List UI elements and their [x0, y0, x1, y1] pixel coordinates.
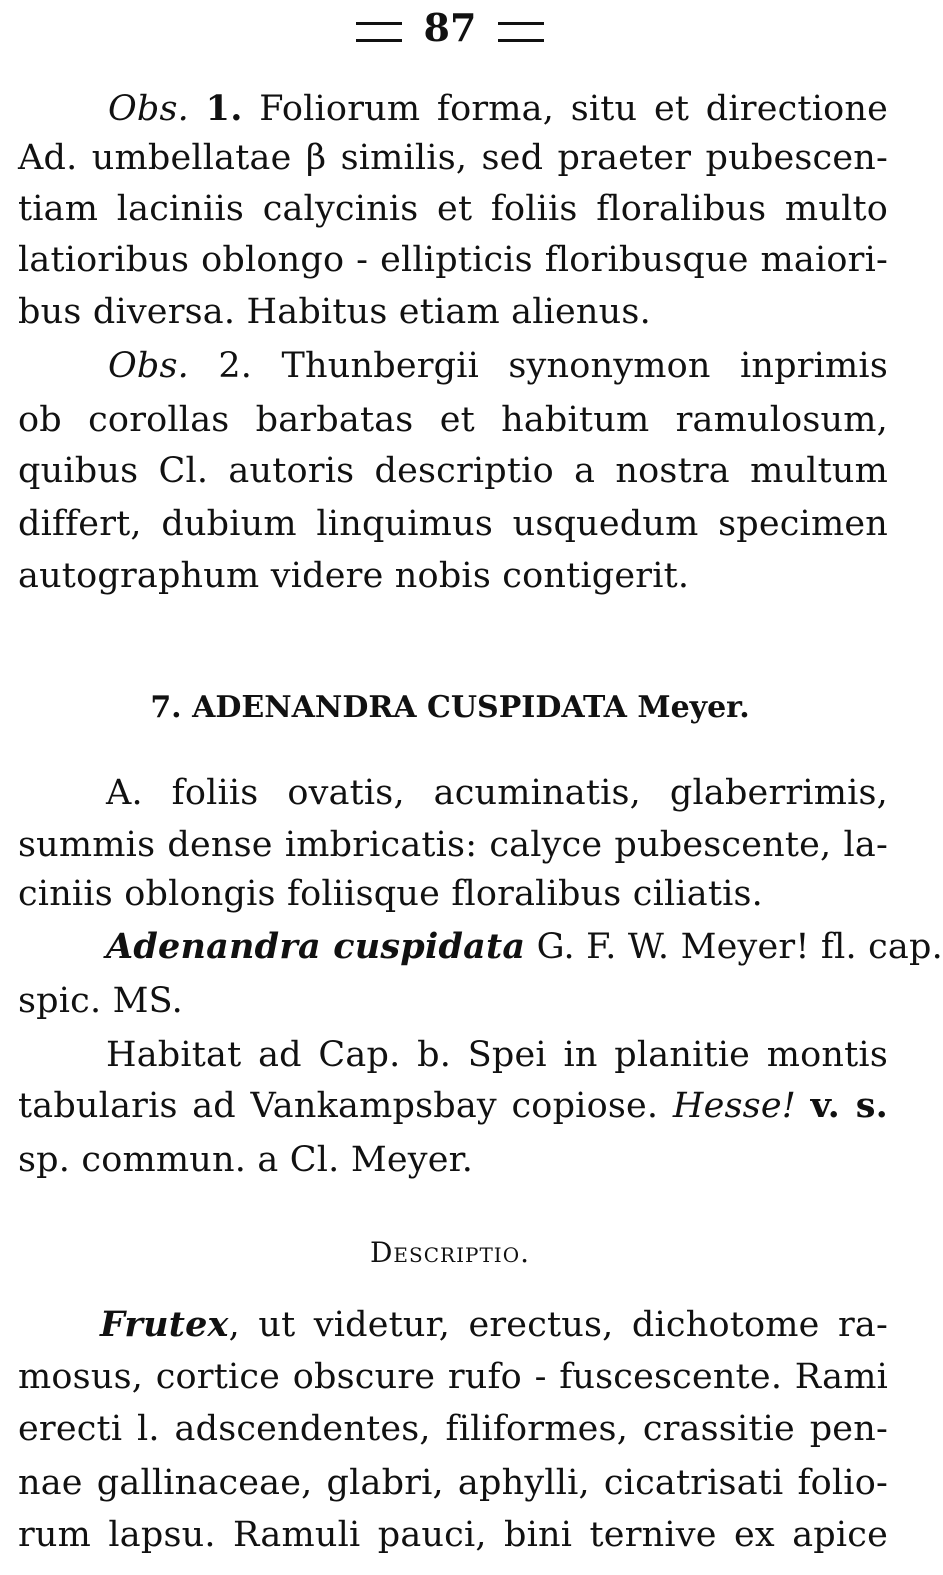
page-number: 87: [423, 5, 477, 50]
page-header: [0, 0, 900, 56]
synonym-authority: G. F. W. Meyer! fl. cap.: [536, 927, 943, 967]
diagnosis-line-2: summis dense imbricatis: calyce pubescente, la-: [18, 825, 888, 865]
obs1-line-2: Ad. umbellatae β similis, sed praeter pubescen-: [18, 138, 888, 178]
habitat-line-3: sp. commun. a Cl. Meyer.: [18, 1140, 474, 1180]
synonym-name: Adenandra cuspidata: [106, 926, 526, 967]
habitat-vidi: v. s.: [810, 1085, 889, 1126]
description-line-1: [18, 1298, 888, 1352]
description-first-word: Frutex: [100, 1304, 229, 1345]
obs2-text: Thunbergii synonymon inprimis: [281, 346, 888, 386]
obs2-line-2: ob corollas barbatas et habitum ramulosum,: [18, 400, 888, 440]
description-heading: Descriptio.: [369, 1236, 530, 1269]
habitat-locality: tabularis ad Vankampsbay copiose.: [18, 1086, 659, 1126]
description-line-3: erecti l. adscendentes, filiformes, crassitie pen-: [18, 1409, 888, 1449]
habitat-line-1: Habitat ad Cap. b. Spei in planitie montis: [106, 1035, 888, 1075]
synonym-line-1: [18, 920, 943, 974]
synonym-line-2: spic. MS.: [18, 981, 183, 1021]
obs2-line-4: differt, dubium linquimus usquedum specimen: [18, 504, 888, 544]
obs2-line-5: autographum videre nobis contigerit.: [18, 556, 690, 596]
obs1-line-4: latioribus oblongo - ellipticis floribusque maiori-: [18, 240, 888, 280]
description-line-1-rest: , ut videtur, erectus, dichotome ra-: [228, 1305, 888, 1345]
obs1-line-3: tiam laciniis calycinis et foliis floralibus multo: [18, 189, 888, 229]
obs2-number: 2.: [218, 346, 253, 386]
obs2-line-1: [18, 339, 888, 393]
species-heading: 7. ADENANDRA CUSPIDATA Meyer.: [150, 690, 750, 725]
habitat-collector: Hesse!: [672, 1086, 797, 1126]
header-rule-left: [356, 22, 402, 42]
description-line-5: rum lapsu. Ramuli pauci, bini ternive ex apice: [18, 1515, 888, 1555]
obs2-label: Obs.: [108, 346, 189, 386]
obs1-label: Obs.: [108, 89, 189, 129]
obs1-number: 1.: [205, 88, 243, 129]
habitat-line-2: [18, 1079, 888, 1133]
diagnosis-line-1: A. foliis ovatis, acuminatis, glaberrimis,: [106, 773, 888, 813]
obs1-line-5: bus diversa. Habitus etiam alienus.: [18, 292, 651, 332]
description-line-4: nae gallinaceae, glabri, aphylli, cicatrisati folio-: [18, 1463, 888, 1503]
header-rule-right: [498, 22, 544, 42]
obs1-line-1: [18, 82, 888, 136]
obs2-line-3: quibus Cl. autoris descriptio a nostra multum: [18, 451, 888, 491]
description-line-2: mosus, cortice obscure rufo - fuscescente. Rami: [18, 1357, 888, 1397]
diagnosis-line-3: ciniis oblongis foliisque floralibus ciliatis.: [18, 874, 763, 914]
obs1-text: Foliorum forma, situ et directione: [259, 89, 889, 129]
